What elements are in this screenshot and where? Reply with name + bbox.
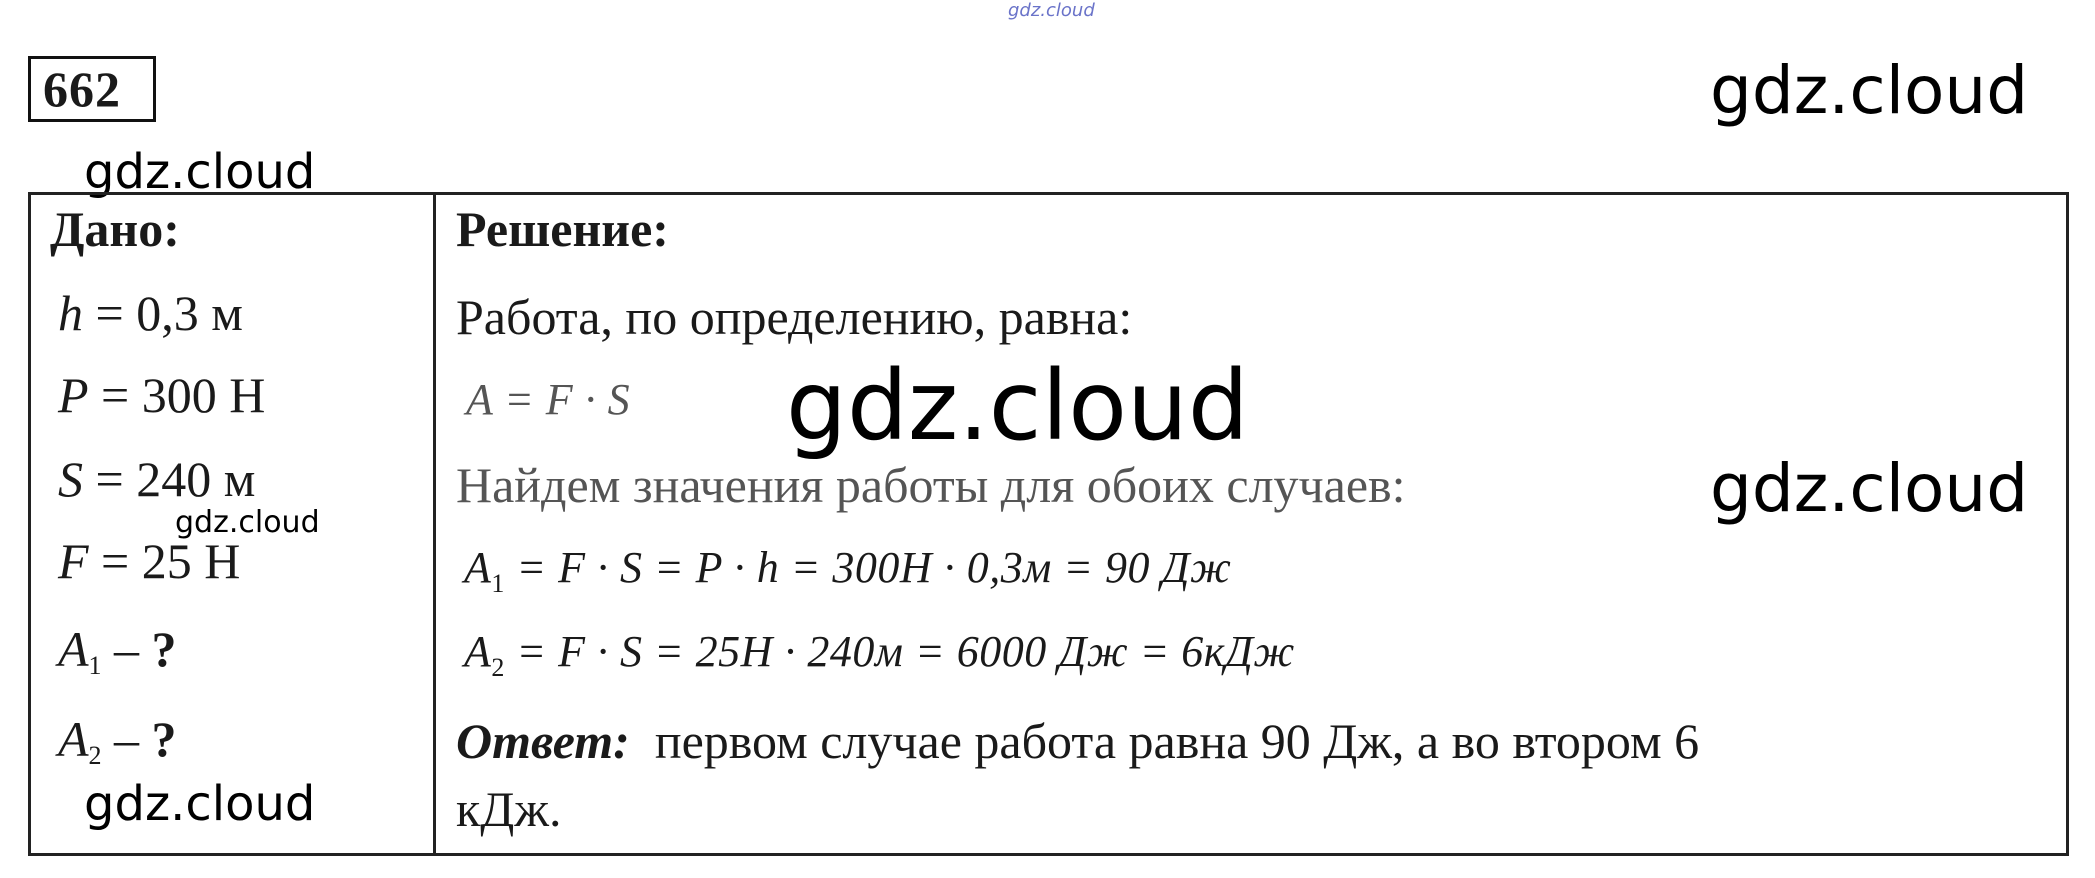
given-line-p (58, 366, 265, 424)
formula-a2 (464, 626, 1295, 683)
answer-line-2: кДж. (456, 781, 562, 837)
formula-a1 (464, 542, 1231, 599)
solution-intro: Работа, по определению, равна: (456, 289, 1133, 345)
unknown-question: ? (151, 711, 177, 767)
given-value: = 240 м (83, 451, 256, 507)
solution-find-text: Найдем значения работы для обоих случаев: (456, 457, 1406, 513)
formula-general: A = F · S (466, 375, 631, 424)
formula-rhs: = F · S = 25Н · 240м = 6000 Дж = 6кДж (504, 627, 1295, 676)
formula-lhs: A (464, 627, 492, 676)
given-symbol: F (58, 533, 89, 589)
answer-text: первом случае работа равна 90 Дж, а во втором 6 (654, 713, 1700, 769)
watermark-top: gdz.cloud (1008, 0, 1095, 21)
answer-label: Ответ: (456, 713, 630, 769)
watermark-top-right: gdz.cloud (1710, 52, 2029, 129)
unknown-a2 (58, 710, 177, 771)
given-value: = 25 Н (88, 533, 241, 589)
formula-subscript: 1 (491, 569, 505, 598)
unknown-symbol: A (58, 621, 89, 677)
table-divider (433, 192, 436, 856)
problem-number: 662 (28, 56, 156, 122)
formula-lhs: A (464, 543, 492, 592)
unknown-dash: – (101, 621, 152, 677)
given-heading: Дано: (50, 201, 180, 257)
watermark-left-small: gdz.cloud (175, 505, 320, 540)
watermark-under-number: gdz.cloud (84, 144, 316, 200)
given-symbol: h (58, 285, 83, 341)
unknown-symbol: A (58, 711, 89, 767)
watermark-right-mid: gdz.cloud (1710, 450, 2029, 527)
unknown-a1 (58, 620, 177, 681)
unknown-subscript: 2 (88, 741, 102, 770)
given-line-h (58, 284, 243, 342)
given-line-f (58, 532, 240, 590)
formula-subscript: 2 (491, 653, 505, 682)
watermark-left-bottom: gdz.cloud (84, 776, 316, 832)
given-line-s (58, 450, 255, 508)
unknown-question: ? (151, 621, 177, 677)
solution-heading: Решение: (456, 201, 669, 257)
given-value: = 300 Н (88, 367, 266, 423)
watermark-center: gdz.cloud (786, 350, 1249, 462)
given-value: = 0,3 м (83, 285, 243, 341)
answer-line-1 (456, 712, 1699, 770)
unknown-subscript: 1 (88, 651, 102, 680)
unknown-dash: – (101, 711, 152, 767)
given-symbol: S (58, 451, 83, 507)
formula-rhs: = F · S = P · h = 300Н · 0,3м = 90 Дж (504, 543, 1232, 592)
given-symbol: P (58, 367, 89, 423)
